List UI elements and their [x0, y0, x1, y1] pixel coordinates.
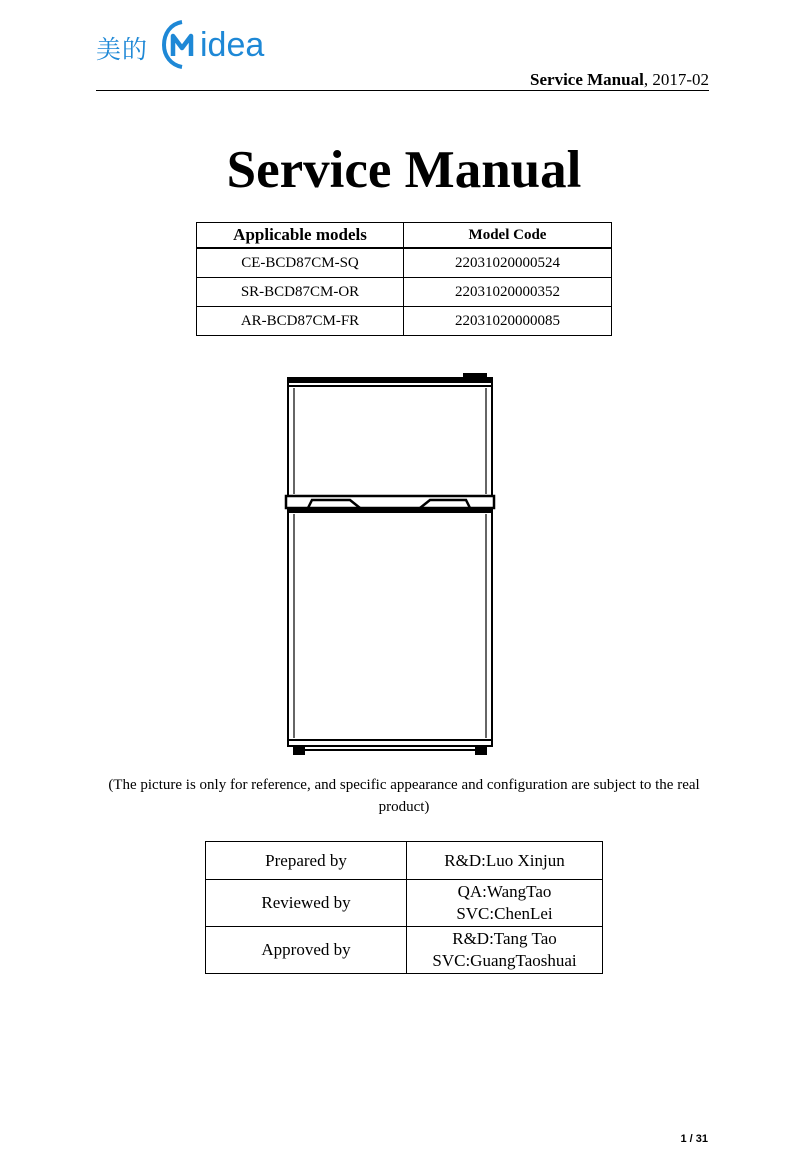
table-row — [206, 880, 603, 927]
approvals-table — [205, 841, 603, 974]
approver-name: SVC:GuangTaoshuai — [432, 951, 577, 970]
model-code: 22031020000524 — [404, 248, 612, 278]
models-table-header — [197, 223, 612, 249]
table-row — [206, 842, 603, 880]
models-table — [196, 222, 612, 336]
header-doc-type: Service Manual — [530, 70, 644, 89]
page-number: 1 / 31 — [680, 1133, 708, 1145]
approval-role: Reviewed by — [206, 880, 407, 927]
image-caption: (The picture is only for reference, and specific appearance and configuration are subject to the real product) — [108, 777, 700, 815]
approval-role: Prepared by — [206, 842, 407, 880]
approver-name: QA:WangTao — [457, 882, 552, 901]
table-row — [197, 307, 612, 336]
running-header — [530, 70, 709, 90]
header-date: , 2017-02 — [643, 70, 709, 89]
approver-name: R&D:Luo Xinjun — [444, 850, 565, 870]
model-name: CE-BCD87CM-SQ — [197, 248, 404, 278]
model-code: 22031020000085 — [404, 307, 612, 336]
header-rule — [96, 90, 709, 91]
approval-role: Approved by — [206, 927, 407, 974]
logo-english-text: idea — [200, 26, 265, 64]
header-model-code: Model Code — [404, 223, 612, 249]
model-name: SR-BCD87CM-OR — [197, 278, 404, 307]
table-row — [197, 278, 612, 307]
approval-names — [407, 842, 603, 880]
page-title: Service Manual — [226, 141, 582, 199]
approver-name: SVC:ChenLei — [456, 904, 553, 923]
model-code: 22031020000352 — [404, 278, 612, 307]
approver-name: R&D:Tang Tao — [452, 929, 557, 948]
logo-chinese-text: 美的 — [96, 35, 149, 64]
model-name: AR-BCD87CM-FR — [197, 307, 404, 336]
table-row — [206, 927, 603, 974]
table-row — [197, 248, 612, 278]
header-applicable-models: Applicable models — [197, 223, 404, 249]
midea-m-mark-icon — [162, 18, 202, 70]
refrigerator-illustration — [280, 372, 500, 758]
approval-names — [407, 927, 603, 974]
approval-names — [407, 880, 603, 927]
midea-logo — [96, 18, 286, 70]
